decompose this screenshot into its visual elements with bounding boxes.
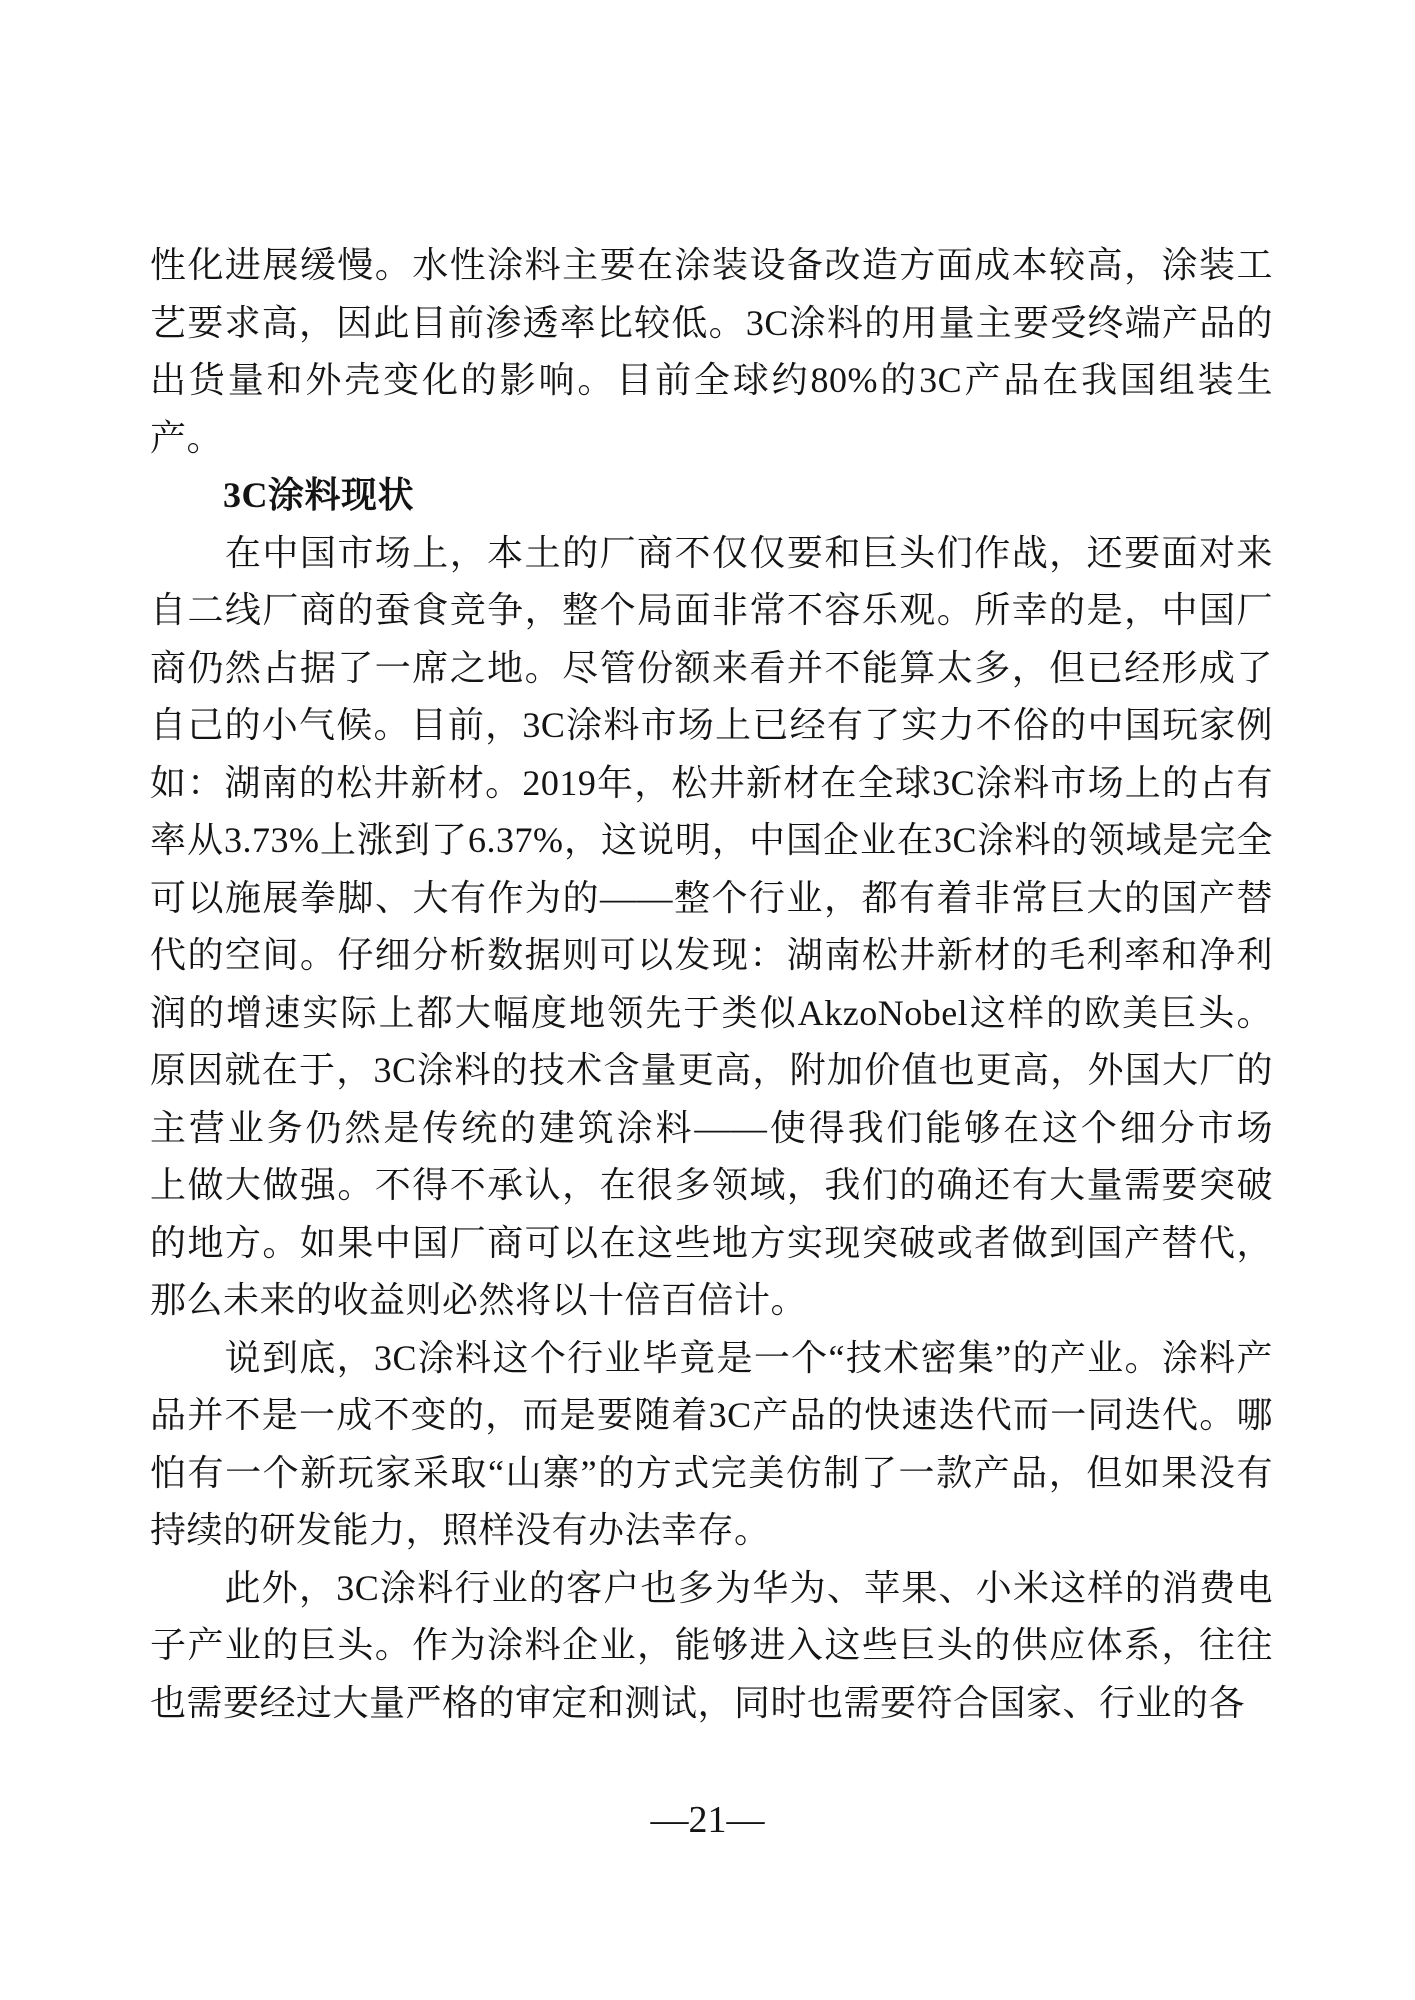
text-line: 产。 [150,417,224,458]
text-line: 出货量和外壳变化的影响。目前全球约80%的3C产品在我国组装生 [150,360,1273,400]
text-line: 艺要求高，因此目前渗透率比较低。3C涂料的用量主要受终端产品的 [150,302,1273,343]
text-line: 润的增速实际上都大幅度地领先于类似AkzoNobel这样的欧美巨头。 [150,992,1273,1033]
text-line: 如：湖南的松井新材。2019年，松井新材在全球3C涂料市场上的占有 [150,762,1273,803]
paragraph [150,1560,1273,1733]
text-line: 可以施展拳脚、大有作为的——整个行业，都有着非常巨大的国产替 [150,877,1273,918]
document-body [150,237,1273,1732]
paragraph [150,525,1273,1330]
text-line: 也需要经过大量严格的审定和测试，同时也需要符合国家、行业的各 [150,1682,1246,1723]
text-line: 那么未来的收益则必然将以十倍百倍计。 [150,1280,808,1320]
page-footer [0,1796,1415,1844]
text-line: 品并不是一成不变的，而是要随着3C产品的快速迭代而一同迭代。哪 [150,1395,1273,1435]
text-line: 3C涂料现状 [150,475,414,515]
text-line: 上做大做强。不得不承认，在很多领域，我们的确还有大量需要突破 [150,1165,1273,1205]
text-line: 说到底，3C涂料这个行业毕竟是一个“技术密集”的产业。涂料产 [150,1337,1273,1378]
text-line: 商仍然占据了一席之地。尽管份额来看并不能算太多，但已经形成了 [150,647,1273,688]
text-line: 原因就在于，3C涂料的技术含量更高，附加价值也更高，外国大厂的 [150,1050,1273,1090]
text-line: 主营业务仍然是传统的建筑涂料——使得我们能够在这个细分市场 [150,1107,1273,1148]
text-line: 此外，3C涂料行业的客户也多为华为、苹果、小米这样的消费电 [150,1567,1273,1608]
page-number: —21— [650,1799,765,1841]
paragraph [150,237,1273,467]
section-heading [150,467,1273,525]
text-line: 的地方。如果中国厂商可以在这些地方实现突破或者做到国产替代， [150,1222,1273,1263]
paragraph [150,1330,1273,1560]
text-line: 率从3.73%上涨到了6.37%，这说明，中国企业在3C涂料的领域是完全 [150,820,1273,860]
text-line: 自二线厂商的蚕食竞争，整个局面非常不容乐观。所幸的是，中国厂 [150,590,1273,630]
text-line: 代的空间。仔细分析数据则可以发现：湖南松井新材的毛利率和净利 [150,935,1273,975]
text-line: 子产业的巨头。作为涂料企业，能够进入这些巨头的供应体系，往往 [150,1625,1273,1665]
text-line: 怕有一个新玩家采取“山寨”的方式完美仿制了一款产品，但如果没有 [150,1452,1273,1493]
text-line: 持续的研发能力，照样没有办法幸存。 [150,1510,771,1550]
text-line: 在中国市场上，本土的厂商不仅仅要和巨头们作战，还要面对来 [150,532,1273,573]
text-line: 自己的小气候。目前，3C涂料市场上已经有了实力不俗的中国玩家例 [150,705,1273,745]
text-line: 性化进展缓慢。水性涂料主要在涂装设备改造方面成本较高，涂装工 [150,245,1273,285]
